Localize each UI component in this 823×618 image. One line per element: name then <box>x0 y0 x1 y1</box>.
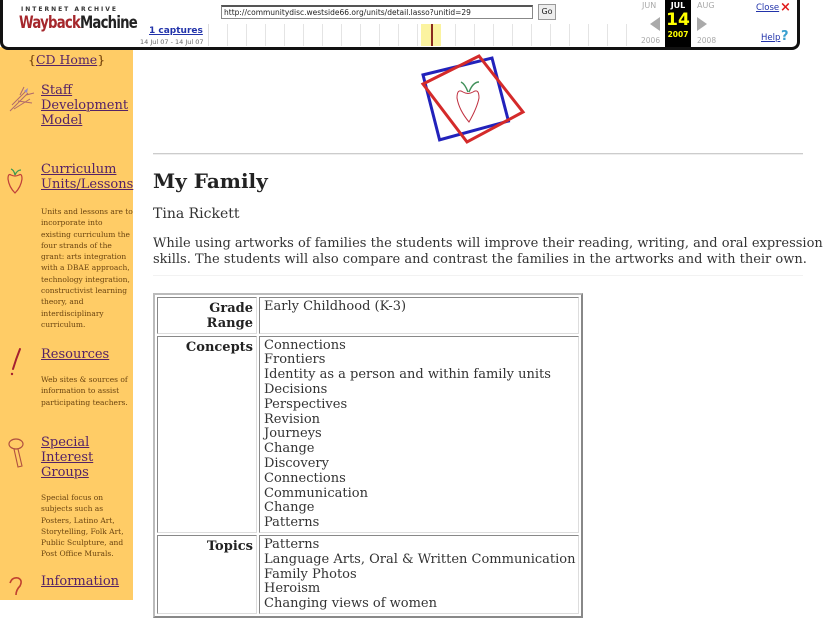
list-item: Family Photos <box>264 566 357 582</box>
sidebar <box>0 47 133 600</box>
list-item: Change <box>264 500 315 516</box>
divider-light <box>153 275 803 276</box>
current-year: 2007 <box>667 30 689 39</box>
concepts-list <box>259 336 579 533</box>
close-link[interactable]: Close <box>756 3 780 13</box>
current-capture-date <box>665 0 691 47</box>
apple-icon <box>5 167 25 195</box>
grade-range-value: Early Childhood (K-3) <box>259 297 579 334</box>
next-capture-arrow-icon[interactable] <box>697 17 707 31</box>
sidebar-item-special-interest-groups[interactable]: Special Interest Groups <box>41 435 94 480</box>
apple-squares-logo-icon <box>415 52 535 152</box>
list-item: Patterns <box>264 536 320 552</box>
unit-summary: While using artworks of families the students will improve their reading, writing, and oral expression skills. The students will also compare and contrast the families in the artworks and with their own. <box>153 236 823 267</box>
sidebar-item-information[interactable]: Information <box>41 574 120 589</box>
unit-info-table <box>153 293 583 618</box>
prev-month-label: JUN <box>642 1 657 10</box>
timeline-capture-marker[interactable] <box>431 24 433 46</box>
list-item: Change <box>264 441 315 457</box>
prev-year-label: 2006 <box>641 36 661 45</box>
paintbrush-splash-icon <box>6 85 38 115</box>
table-row-topics <box>157 535 579 614</box>
list-item: Communication <box>264 485 368 501</box>
go-button[interactable]: Go <box>538 4 556 20</box>
list-item: Patterns <box>264 515 320 531</box>
main-content <box>133 47 823 612</box>
question-icon <box>6 575 26 603</box>
help-link[interactable]: Help <box>761 33 781 43</box>
wayback-toolbar <box>0 0 800 50</box>
curriculum-description: Units and lessons are to incorporate into existing curriculum the four strands of the grant: arts integration with a DBAE approach, technology integration, constructivist learning theory, and interdisciplinary curriculum. <box>41 207 133 329</box>
list-item: Connections <box>264 470 346 486</box>
url-input[interactable]: http://communitydisc.westside66.org/units/detail.lasso?unitid=29 <box>221 5 533 19</box>
captures-link[interactable]: 1 captures <box>149 26 203 36</box>
table-row-concepts <box>157 336 579 533</box>
list-item: Frontiers <box>264 352 326 368</box>
list-item: Changing views of women <box>264 596 437 612</box>
list-item: Identity as a person and within family units <box>264 367 551 383</box>
sidebar-item-curriculum-units[interactable]: Curriculum Units/Lessons <box>41 162 134 192</box>
list-item: Journeys <box>264 426 322 442</box>
divider <box>153 153 803 155</box>
next-month-label: AUG <box>697 1 715 10</box>
help-icon[interactable]: ? <box>781 29 789 44</box>
resources-description: Web sites & sources of information to assist participating teachers. <box>41 375 128 407</box>
list-item: Connections <box>264 337 346 353</box>
internet-archive-label: INTERNET ARCHIVE <box>21 6 119 13</box>
list-item: Discovery <box>264 455 329 471</box>
magnifier-icon <box>6 437 28 471</box>
next-year-label: 2008 <box>697 36 717 45</box>
exclamation-icon <box>8 347 24 377</box>
table-row-grade-range <box>157 297 579 334</box>
sidebar-item-resources[interactable]: Resources <box>41 347 110 362</box>
topics-list <box>259 535 579 614</box>
cd-home-link[interactable]: CD Home <box>35 52 98 67</box>
list-item: Decisions <box>264 381 328 397</box>
topics-label: Topics <box>157 535 257 614</box>
list-item: Language Arts, Oral & Written Communication <box>264 551 576 567</box>
special-interest-description: Special focus on subjects such as Posters, Latino Art, Storytelling, Folk Art, Public Sculpture, and Post Office Murals. <box>41 493 124 559</box>
current-day: 14 <box>666 10 690 30</box>
capture-date-range: 14 Jul 07 - 14 Jul 07 <box>140 38 204 46</box>
list-item: Heroism <box>264 581 321 597</box>
list-item: Revision <box>264 411 321 427</box>
prev-capture-arrow-icon[interactable] <box>650 17 660 31</box>
cd-home: {CD Home} <box>28 52 106 67</box>
sidebar-item-staff-development[interactable]: Staff Development Model <box>41 83 129 128</box>
grade-range-label: Grade Range <box>157 297 257 334</box>
close-icon[interactable]: × <box>780 0 791 15</box>
current-month: JUL <box>670 1 686 10</box>
list-item: Perspectives <box>264 396 348 412</box>
author: Tina Rickett <box>153 206 240 222</box>
wayback-logo[interactable]: WaybackMachine <box>19 13 137 33</box>
concepts-label: Concepts <box>157 336 257 533</box>
page-title: My Family <box>153 169 268 193</box>
